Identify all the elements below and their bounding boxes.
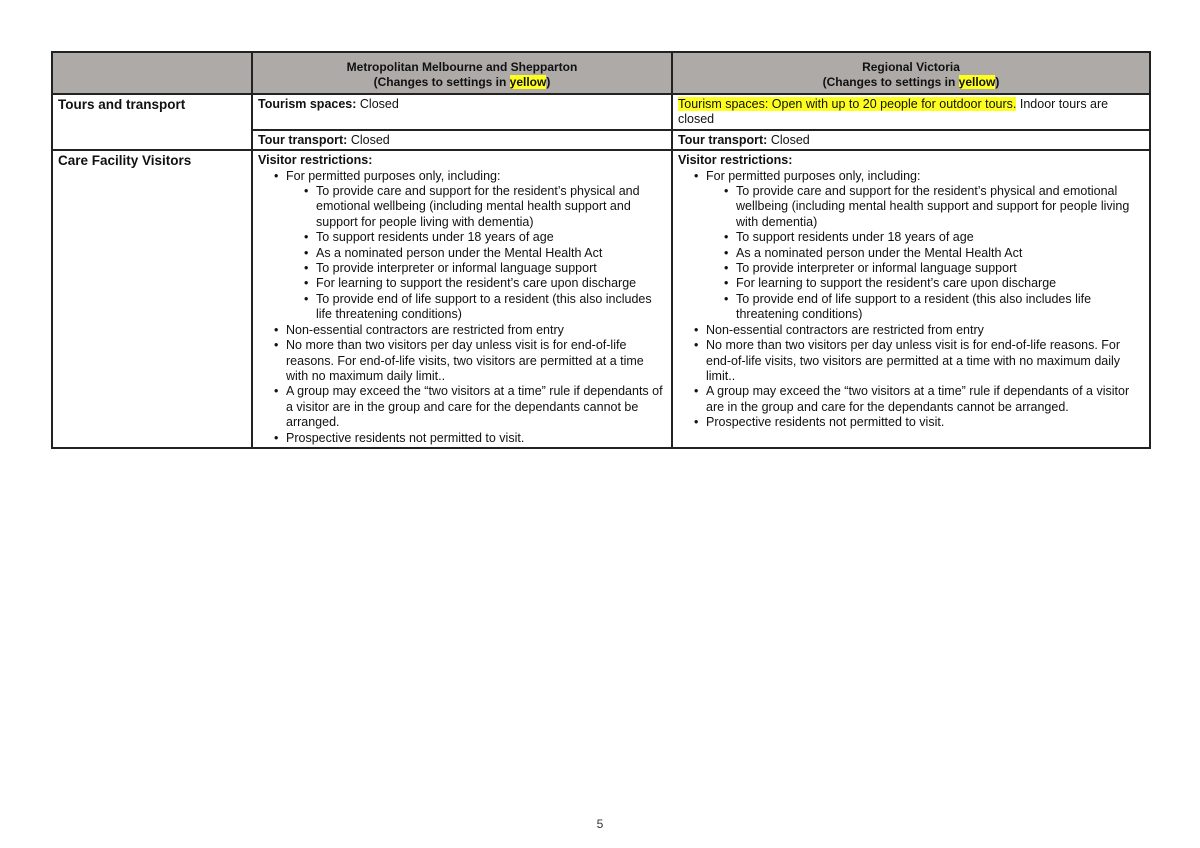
list-item: • For permitted purposes only, including: • To provide care and support for the resident’s physical and emotional wellbeing (including mental health support and support for people living with dementia) • To support residents under 18 years of age • As a nominated person under the Mental Health Act • To provide interpreter or informal language support • For learning to support the resident’s care upon discharge • To provide end of life support to a resident (this also includes life threatening conditions)	[286, 169, 666, 323]
list-item: • Non-essential contractors are restricted from entry	[706, 323, 1144, 338]
list-item: • Prospective residents not permitted to visit.	[706, 415, 1144, 430]
yellow-highlight: yellow	[958, 75, 996, 89]
metro-rules-list	[258, 169, 666, 446]
header-row	[52, 52, 1150, 94]
regional-tourism-spaces-cell: Tourism spaces: Open with up to 20 people for outdoor tours. Indoor tours are closed	[672, 94, 1150, 130]
list-item: • Non-essential contractors are restricted from entry	[286, 323, 666, 338]
metro-tour-transport-cell: Tour transport: Closed	[252, 130, 672, 150]
metro-tourism-spaces-cell: Tourism spaces: Closed	[252, 94, 672, 130]
regional-tourism-highlight: Tourism spaces: Open with up to 20 people for outdoor tours.	[678, 97, 1017, 111]
tours-label: Tours and transport	[52, 94, 252, 150]
list-item: • For permitted purposes only, including: • To provide care and support for the resident’s physical and emotional wellbeing (including mental health support and support for people living with dementia) • To support residents under 18 years of age • As a nominated person under the Mental Health Act • To provide interpreter or informal language support • For learning to support the resident’s care upon discharge • To provide end of life support to a resident (this also includes life threatening conditions)	[706, 169, 1144, 323]
list-item: • To provide interpreter or informal language support	[736, 261, 1144, 276]
regional-purposes-list	[706, 184, 1144, 323]
list-item: • A group may exceed the “two visitors at a time” rule if dependants of a visitor are in the group and care for the dependants cannot be arranged.	[706, 384, 1144, 415]
restrictions-table	[51, 51, 1151, 449]
list-item: • To support residents under 18 years of age	[736, 230, 1144, 245]
list-item: • To provide care and support for the resident’s physical and emotional wellbeing (including mental health support and support for people living with dementia)	[736, 184, 1144, 230]
regional-restrictions-heading: Visitor restrictions:	[678, 153, 793, 168]
list-item: • A group may exceed the “two visitors at a time” rule if dependants of a visitor are in the group and care for the dependants cannot be arranged.	[286, 384, 666, 430]
list-item: • To provide interpreter or informal language support	[316, 261, 666, 276]
care-label: Care Facility Visitors	[52, 150, 252, 448]
list-item: • For learning to support the resident’s care upon discharge	[736, 276, 1144, 291]
list-item: • As a nominated person under the Mental Health Act	[736, 246, 1144, 261]
list-item: • To provide end of life support to a resident (this also includes life threatening conditions)	[316, 292, 666, 323]
regional-tour-transport-cell: Tour transport: Closed	[672, 130, 1150, 150]
list-item: • For learning to support the resident’s care upon discharge	[316, 276, 666, 291]
list-item: • Prospective residents not permitted to visit.	[286, 431, 666, 446]
header-blank-cell	[52, 52, 252, 94]
list-item: • To support residents under 18 years of age	[316, 230, 666, 245]
metro-note: (Changes to settings in yellow)	[373, 75, 551, 89]
regional-care-cell	[672, 150, 1150, 448]
list-item: • No more than two visitors per day unless visit is for end-of-life reasons. For end-of-life visits, two visitors are permitted at a time with no maximum daily limit..	[706, 338, 1144, 384]
list-item: • To provide end of life support to a resident (this also includes life threatening conditions)	[736, 292, 1144, 323]
list-item: • As a nominated person under the Mental Health Act	[316, 246, 666, 261]
header-metro-cell	[252, 52, 672, 94]
page-number: 5	[596, 817, 604, 831]
metro-restrictions-heading: Visitor restrictions:	[258, 153, 373, 168]
regional-note: (Changes to settings in yellow)	[822, 75, 1000, 89]
metro-purposes-list	[286, 184, 666, 323]
regional-title: Regional Victoria	[862, 60, 960, 74]
list-item: • No more than two visitors per day unless visit is for end-of-life reasons. For end-of-life visits, two visitors are permitted at a time with no maximum daily limit..	[286, 338, 666, 384]
header-regional-cell	[672, 52, 1150, 94]
tours-row	[52, 94, 1150, 130]
yellow-highlight: yellow	[509, 75, 547, 89]
metro-title: Metropolitan Melbourne and Shepparton	[346, 60, 578, 74]
metro-care-cell	[252, 150, 672, 448]
regional-rules-list	[678, 169, 1144, 431]
list-item: • To provide care and support for the resident’s physical and emotional wellbeing (including mental health support and support for people living with dementia)	[316, 184, 666, 230]
care-row	[52, 150, 1150, 448]
